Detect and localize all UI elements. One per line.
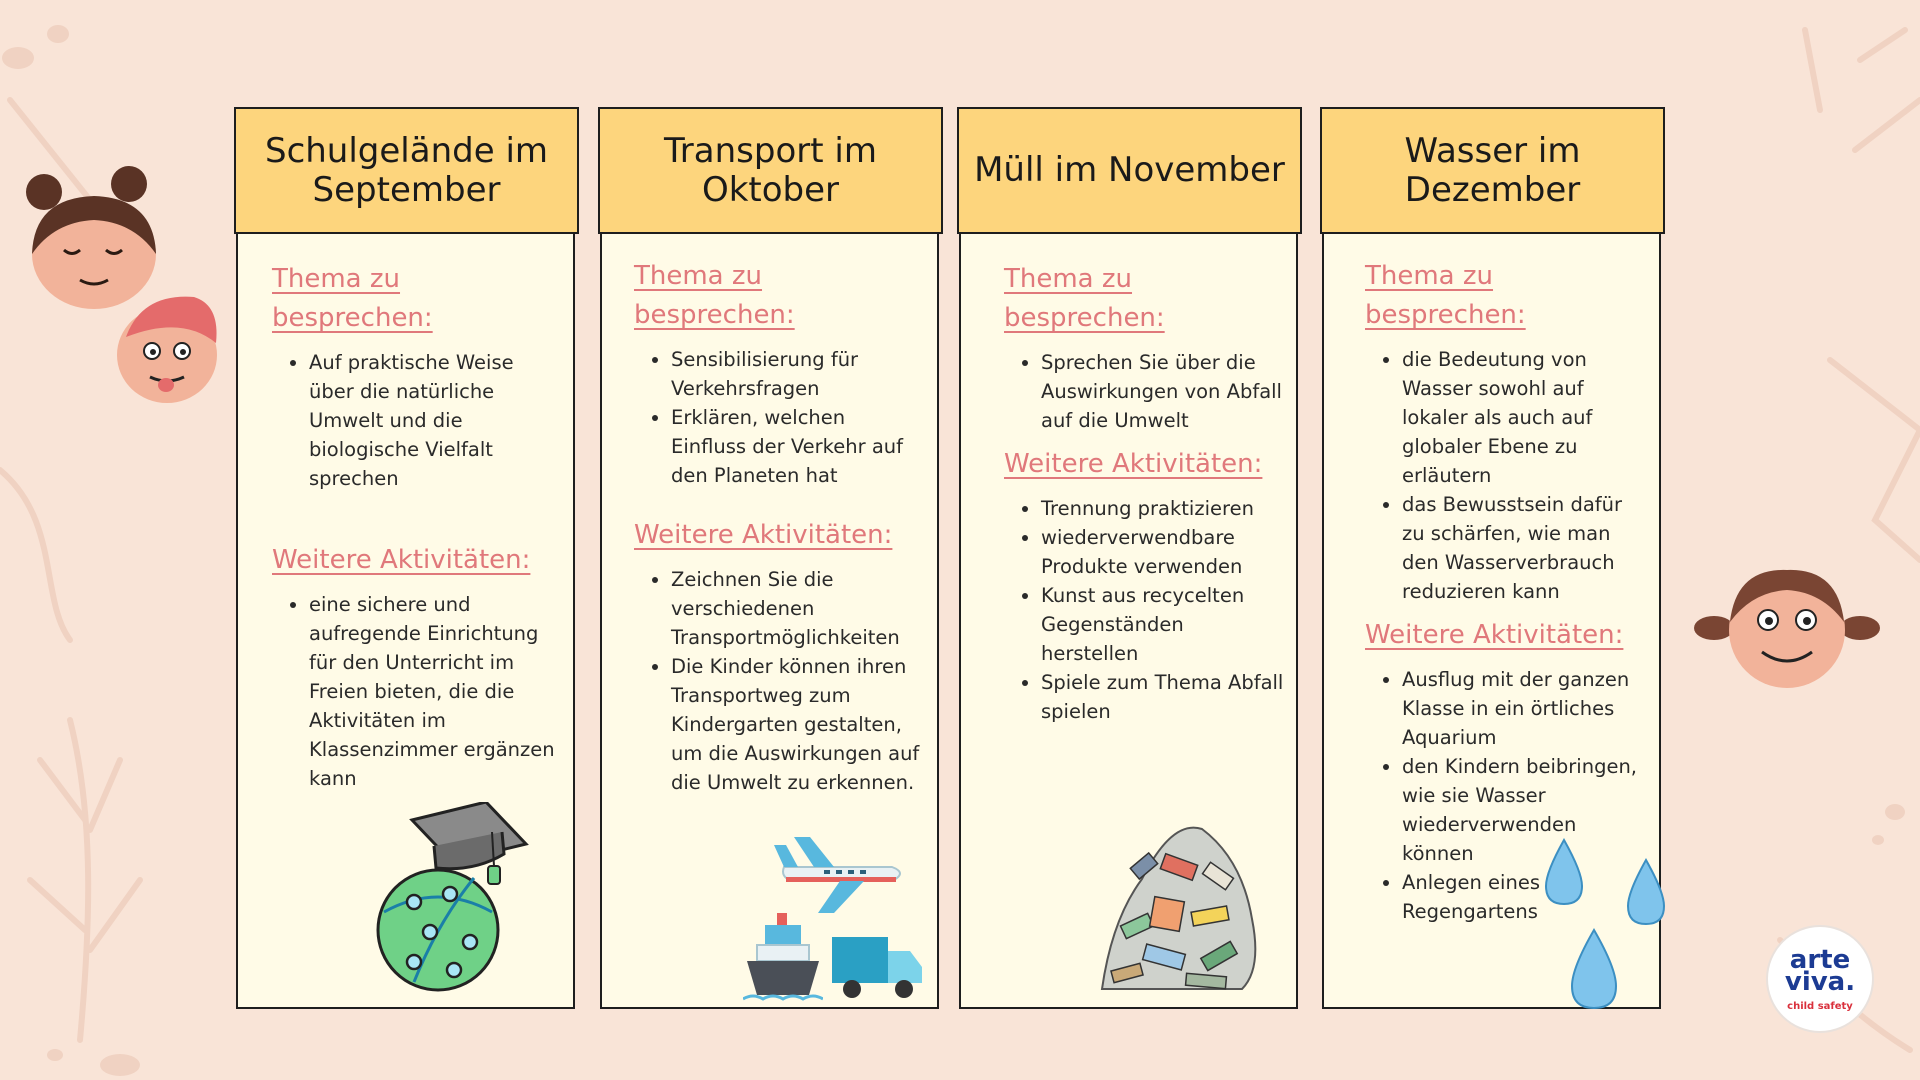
activities-list (272, 590, 559, 793)
trash-pile-icon (1092, 799, 1272, 999)
list-item: • den Kindern beibringen, wie sie Wasser wiederverwenden können (1402, 752, 1647, 868)
list-item: • Sprechen Sie über die Auswirkungen von Abfall auf die Umwelt (1041, 348, 1284, 435)
list-item: • Die Kinder können ihren Transportweg zum Kindergarten gestalten, um die Auswirkungen auf die Umwelt zu erkennen. (671, 652, 923, 797)
list-item: • Spiele zum Thema Abfall spielen (1041, 668, 1284, 726)
ship-icon (743, 913, 823, 1003)
list-item: • das Bewusstsein dafür zu schärfen, wie man den Wasserverbrauch reduzieren kann (1402, 490, 1647, 606)
list-item: • Ausflug mit der ganzen Klasse in ein örtliches Aquarium (1402, 665, 1647, 752)
topic-heading: Thema zu besprechen: (1004, 264, 1165, 333)
topic-list (634, 345, 923, 490)
list-item: • die Bedeutung von Wasser sowohl auf lokaler als auch auf globaler Ebene zu erläutern (1402, 345, 1647, 490)
topic-list (1365, 345, 1647, 606)
topic-list (272, 348, 559, 493)
activities-heading: Weitere Aktivitäten: (1365, 620, 1624, 650)
logo-tagline: child safety (1787, 1001, 1853, 1012)
activities-heading: Weitere Aktivitäten: (634, 520, 893, 550)
activities-heading: Weitere Aktivitäten: (1004, 449, 1263, 479)
column-title: Transport im Oktober (598, 107, 943, 234)
airplane-icon (774, 827, 914, 917)
list-item: • Erklären, welchen Einfluss der Verkehr auf den Planeten hat (671, 403, 923, 490)
list-item: • wiederverwendbare Produkte verwenden (1041, 523, 1284, 581)
activities-list (634, 565, 923, 797)
list-item: • Zeichnen Sie die verschiedenen Transportmöglichkeiten (671, 565, 923, 652)
list-item: • Anlegen eines Regengartens (1402, 868, 1647, 926)
topic-heading: Thema zu besprechen: (272, 264, 433, 333)
column-title: Müll im November (957, 107, 1302, 234)
topic-heading: Thema zu besprechen: (1365, 261, 1526, 330)
list-item: • Trennung praktizieren (1041, 494, 1284, 523)
list-item: • Sensibilisierung für Verkehrsfragen (671, 345, 923, 403)
activities-heading: Weitere Aktivitäten: (272, 545, 531, 575)
boy-cap-face-icon (112, 285, 222, 410)
column-september (234, 107, 579, 1009)
water-drops-icon (1538, 838, 1678, 1018)
column-october (598, 107, 943, 1009)
topic-list (1004, 348, 1284, 435)
column-november (957, 107, 1302, 1009)
column-title: Wasser im Dezember (1320, 107, 1665, 234)
girl-pigtails-face-icon (1692, 560, 1882, 690)
activities-list (1004, 494, 1284, 726)
list-item: • eine sichere und aufregende Einrichtung für den Unterricht im Freien bieten, die die Aktivitäten im Klassenzimmer ergänzen kann (309, 590, 559, 793)
column-title: Schulgelände im September (234, 107, 579, 234)
list-item: • Kunst aus recycelten Gegenständen herstellen (1041, 581, 1284, 668)
truck-icon (830, 933, 925, 1003)
arteviva-logo: arte viva. child safety (1768, 927, 1872, 1031)
list-item: • Auf praktische Weise über die natürliche Umwelt und die biologische Vielfalt sprechen (309, 348, 559, 493)
topic-heading: Thema zu besprechen: (634, 261, 795, 330)
globe-graduation-cap-icon (374, 802, 534, 992)
